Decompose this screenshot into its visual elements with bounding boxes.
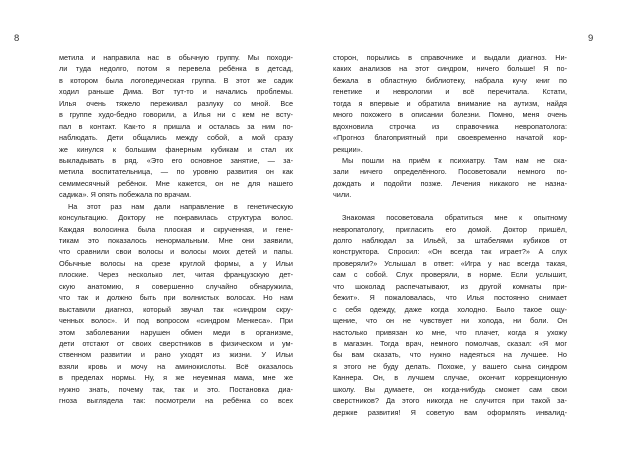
text-line: проверяли?» Услышал в ответ: «Игра у нас всегда такая, bbox=[333, 258, 567, 268]
text-line: бы вам сказать, что нужно надеяться на лучшее. Но bbox=[333, 350, 567, 360]
text-line: конструктора. Спросил: «Он всегда так играет?» А слух bbox=[333, 247, 567, 257]
text-line: ходил раньше Дима. Вот тут-то и начались проблемы. bbox=[59, 87, 293, 97]
text-line: пал в контакт. Как-то я пришла и осталась за ним по- bbox=[59, 121, 293, 131]
text-line: семимесячный ребёнок. Мне кажется, он не для нашего bbox=[59, 178, 293, 188]
text-line: На этот раз нам дали направление в генетическую bbox=[68, 201, 293, 211]
text-line: выставили диагноз, который звучал так «синдром скру- bbox=[59, 304, 293, 314]
text-line: с себя одежду, даже когда холодно. Было такое ощу- bbox=[333, 304, 567, 314]
text-line: метила воспитательница, — по уровню развития он как bbox=[59, 167, 293, 177]
text-line: бежала в областную библиотеку, набрала кучу книг по bbox=[333, 75, 567, 85]
text-line: сам с собой. Слух проверяли, в норме. Если услышит, bbox=[333, 270, 567, 280]
text-line: настолько привязан ко мне, что плачет, когда я ухожу bbox=[333, 327, 567, 337]
text-line: ченных волос». И под вопросом «синдром Менкеса». При bbox=[59, 316, 293, 326]
text-line: Каждая волосинка была плоская и скрученная, и гене- bbox=[59, 224, 293, 234]
text-line: невропатологу, пригласить его домой. Доктор пришёл, bbox=[333, 224, 567, 234]
text-line: плоские. Через несколько лет, читая французскую дет- bbox=[59, 270, 293, 280]
text-line: нужно знать, почему так, так и это. Постановка диа- bbox=[59, 384, 293, 394]
text-line: дети отстают от своих сверстников в физическом и ум- bbox=[59, 338, 293, 348]
text-line: Каннера. Он, в лучшем случае, окончит коррекционную bbox=[333, 373, 567, 383]
text-line: выкладывать в ряд. «Это его основное занятие, — за- bbox=[59, 155, 293, 165]
text-line: я этого не буду делать. Похоже, у вашего сына синдром bbox=[333, 361, 567, 371]
text-line: каких анализов на этот синдром, ничего больше! Я по- bbox=[333, 64, 567, 74]
text-line: наблюдать. Дети общались между собой, а мой сразу bbox=[59, 133, 293, 143]
text-line: садика». Я опять побежала по врачам. bbox=[59, 190, 192, 200]
text-line: чили. bbox=[333, 190, 352, 200]
text-line: этом заболевании нарушен обмен меди в организме, bbox=[59, 327, 293, 337]
text-line: долго наблюдал за Ильёй, за штабелями кубиков от bbox=[333, 236, 567, 245]
text-line: взяли кровь и мочу на аминокислоты. Всё оказалось bbox=[59, 361, 293, 371]
text-line: консультацию. Доктору не понравилась структура волос. bbox=[59, 213, 293, 223]
text-line: что так и должно быть при волнистых волосах. Но нам bbox=[59, 293, 293, 303]
text-line: что сравнили свои волосы и волосы моих детей и папы. bbox=[59, 247, 293, 257]
text-line: бежит». Я пожаловалась, что Илья постоянно снимает bbox=[333, 293, 567, 303]
text-line: Обычные волосы на срезе круглой формы, а у Ильи bbox=[59, 258, 293, 268]
text-line: же кинулся к большим фанерным кубикам и стал их bbox=[59, 144, 293, 154]
text-line: гноза выглядела так: посмотрели на ребёнка со всех bbox=[59, 396, 293, 406]
text-line: что шоколад распечатывают, из другой комнаты при- bbox=[333, 281, 567, 291]
paragraph-gap bbox=[333, 201, 567, 212]
page-number-left: 8 bbox=[14, 33, 20, 44]
text-line: скую анатомию, я совершенно случайно обнаружила, bbox=[59, 281, 293, 291]
text-line: зали ничего определённого. Посоветовали немного по- bbox=[333, 167, 567, 177]
text-line: вдохновила строчка из справочника невропатолога: bbox=[333, 121, 567, 131]
text-line: тикам это показалось ненормальным. Мне они заявили, bbox=[59, 236, 293, 245]
text-line: много похожего в описании болезни. Помню, меня очень bbox=[333, 110, 567, 120]
text-line: школу. Вы думаете, он когда-нибудь сможет сам свои bbox=[333, 384, 567, 394]
text-line: ственном развитии и рано уходят из жизни. У Ильи bbox=[59, 350, 293, 360]
text-line: Мы пошли на приём к психиатру. Там нам не ска- bbox=[342, 155, 567, 165]
text-line: держке развития! Я советую вам оформлять инвалид- bbox=[333, 407, 567, 417]
text-line: Илья очень тяжело переживал разлуку со мной. Все bbox=[59, 98, 293, 108]
text-line: в котором была логопедическая группа. В этот же садик bbox=[59, 75, 293, 85]
text-line: ли туда недолго, потом я перевела ребёнка в детсад, bbox=[59, 64, 293, 74]
text-line: сверстников? Да этого никогда не случится при такой за- bbox=[333, 396, 567, 406]
text-line: рекции». bbox=[333, 144, 363, 154]
text-line: метила и направила нас в обычную группу. Мы походи- bbox=[59, 53, 293, 62]
text-line: «Прогноз благоприятный при своевременно начатой кор- bbox=[333, 133, 567, 143]
right-page-text bbox=[333, 52, 567, 418]
text-line: тогда я впервые и обратила внимание на аутизм, найдя bbox=[333, 98, 567, 108]
text-line: Знакомая посоветовала обратиться мне к опытному bbox=[342, 213, 567, 223]
text-line: щение, что он не чувствует ни холода, ни боли. Он bbox=[333, 316, 567, 326]
page-number-right: 9 bbox=[588, 33, 594, 44]
text-line: в пределах нормы. Ну, я же неуемная мама, мне же bbox=[59, 373, 293, 383]
text-line: дождать и подойти позже. Лечения никакого не назна- bbox=[333, 178, 567, 188]
text-line: генетике и неврологии и всё перечитала. Кстати, bbox=[333, 87, 567, 97]
text-line: в магазин. Тогда врач, немного помолчав, сказал: «Я мог bbox=[333, 338, 567, 348]
text-line: в группе худо-бедно говорили, а Илья ни с кем не всту- bbox=[59, 110, 293, 120]
text-line: сторон, порылись в справочнике и выдали диагноз. Ни- bbox=[333, 53, 567, 62]
left-page-text bbox=[59, 52, 293, 407]
